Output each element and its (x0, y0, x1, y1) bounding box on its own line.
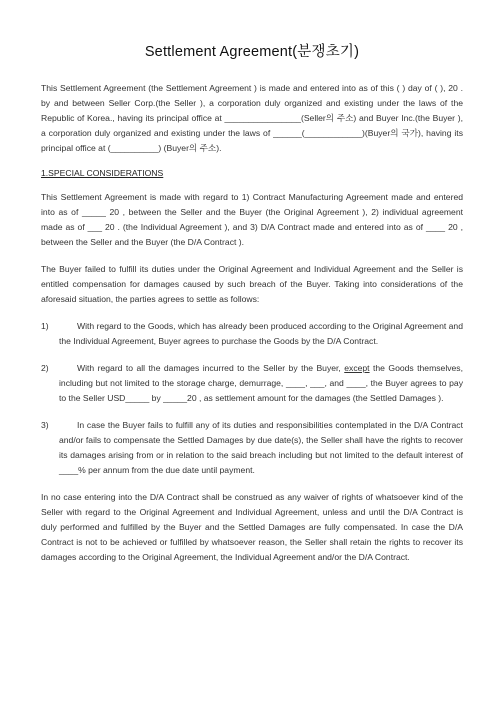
list-item-text (59, 361, 463, 406)
list-item-text: With regard to the Goods, which has already been produced according to the Original Agreement and the Individual Agreement, Buyer agrees to purchase the Goods by the D/A Contract. (59, 321, 463, 346)
list-item-text-before: With regard to all the damages incurred to the Seller by the Buyer, (77, 363, 345, 373)
list-item-number: 1) (41, 321, 49, 331)
underlined-word: except (344, 363, 370, 373)
intro-paragraph: This Settlement Agreement (the Settlement Agreement ) is made and entered into as of this ( ) day of ( ), 20 . by and between Seller Corp.(the Seller ), a corporation duly organized and existing under the laws of the Republic of Korea., having its principal office at ________________(Seller의 주소) and Buyer Inc.(the Buyer ), a corporation duly organized and existing under the laws of ______(____________)(Buyer의 국가), having its principal office at (__________) (Buyer의 주소). (41, 83, 463, 153)
waiver-paragraph: In no case entering into the D/A Contract shall be construed as any waiver of rights of whatsoever kind of the Seller with regard to the Original Agreement and Individual Agreement, unless and until the D/A Contract is duly performed and fulfilled by the Buyer and the Settled Damages are fully compensated. In case the D/A Contract is not to be achieved or fulfilled by whatsoever reason, the Seller shall retain the rights to recover its damages according to the Original Agreement, the Individual Agreement and/or the D/A Contract. (41, 492, 463, 562)
list-item-number: 2) (41, 363, 49, 373)
list-item-number: 3) (41, 420, 49, 430)
considerations-paragraph: This Settlement Agreement is made with regard to 1) Contract Manufacturing Agreement made and entered into as of _____ 20 , between the Seller and the Buyer (the Original Agreement ), 2) individual agreement made as of ___ 20 . (the Individual Agreement ), and 3) D/A Contract made and entered into as of ____ 20 , between the Seller and the Buyer (the D/A Contract ). (41, 192, 463, 247)
document-title: Settlement Agreement(분쟁초기) (144, 44, 360, 60)
list-item (41, 361, 463, 406)
section-heading: 1.SPECIAL CONSIDERATIONS (41, 168, 164, 178)
breach-paragraph: The Buyer failed to fulfill its duties under the Original Agreement and Individual Agreement and the Seller is entitled compensation for damages caused by such breach of the Buyer. Taking into considerations of the aforesaid situation, the parties agrees to settle as follows: (41, 264, 463, 304)
list-item-text-after: the Goods themselves, including but not limited to the storage charge, demurrage, ____, ___, and ____, the Buyer agrees to pay to the Seller USD_____ by _____20 , as settlement amount for the damages (the Settled Damages ). (59, 363, 463, 403)
list-item-text: In case the Buyer fails to fulfill any of its duties and responsibilities contemplated in the D/A Contract and/or fails to compensate the Settled Damages by due date(s), the Seller shall have the rights to recover its damages arising from or in relation to the said breach including but not limited to the default interest of ____% per annum from the due date until payment. (59, 420, 463, 475)
list-item (41, 418, 463, 478)
list-item (41, 319, 463, 349)
